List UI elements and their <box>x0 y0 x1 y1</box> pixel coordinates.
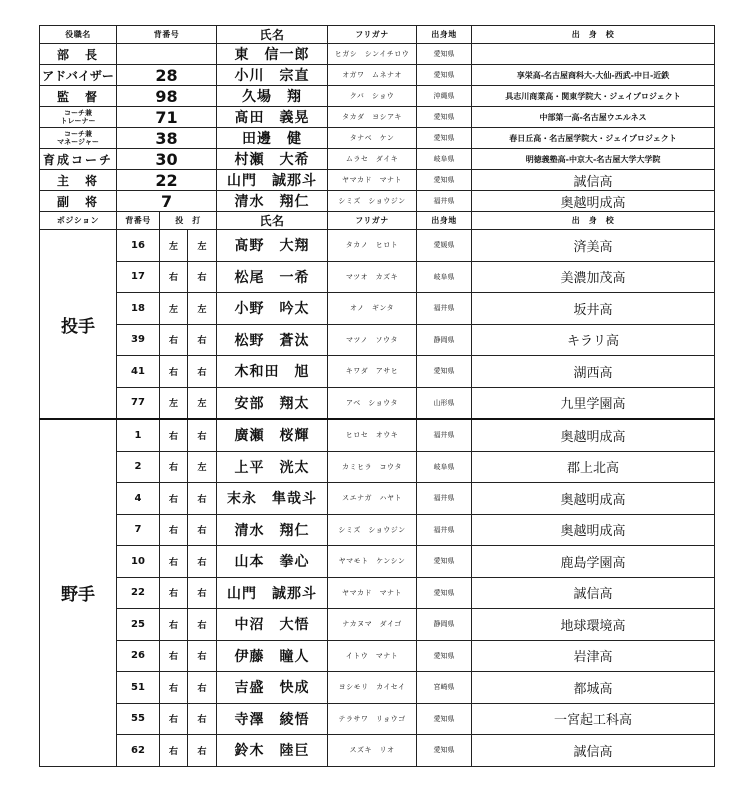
player-number: 39 <box>117 324 160 356</box>
player-throws: 右 <box>160 419 188 451</box>
player-kana: タカノ ヒロト <box>328 230 417 262</box>
roster-sheet <box>39 25 714 767</box>
header-player-name: 氏名 <box>217 212 328 230</box>
player-school: 坂井高 <box>472 293 715 325</box>
staff-kana: クバ ショウ <box>328 86 417 107</box>
player-school: 一宮起工科高 <box>472 703 715 735</box>
player-row <box>40 577 715 609</box>
staff-home: 福井県 <box>417 191 472 212</box>
player-school: 奥越明成高 <box>472 514 715 546</box>
player-kana: シミズ ショウジン <box>328 514 417 546</box>
player-school: 奥越明成高 <box>472 419 715 451</box>
staff-row <box>40 191 715 212</box>
player-kana: スエナガ ハヤト <box>328 483 417 515</box>
player-home: 福井県 <box>417 514 472 546</box>
player-bats: 右 <box>188 356 217 388</box>
staff-school: 奥越明成高 <box>472 191 715 212</box>
player-bats: 右 <box>188 261 217 293</box>
staff-row <box>40 86 715 107</box>
player-row <box>40 483 715 515</box>
player-row <box>40 735 715 767</box>
player-school: 郡上北高 <box>472 451 715 483</box>
player-row <box>40 609 715 641</box>
player-bats: 右 <box>188 672 217 704</box>
player-bats: 右 <box>188 514 217 546</box>
staff-number: 7 <box>117 191 217 212</box>
player-bats: 左 <box>188 230 217 262</box>
player-number: 1 <box>117 419 160 451</box>
staff-row <box>40 107 715 128</box>
staff-name: 髙田 義晃 <box>217 107 328 128</box>
staff-school: 享栄高-名古屋商科大-大仙-西武-中日-近鉄 <box>472 65 715 86</box>
staff-role: コーチ兼 トレーナー <box>40 107 117 128</box>
header-player-home: 出身地 <box>417 212 472 230</box>
player-home: 愛知県 <box>417 546 472 578</box>
player-kana: アベ ショウタ <box>328 387 417 419</box>
player-school: 地球環境高 <box>472 609 715 641</box>
player-row <box>40 387 715 419</box>
player-name: 寺澤 綾悟 <box>217 703 328 735</box>
staff-number: 98 <box>117 86 217 107</box>
staff-number: 71 <box>117 107 217 128</box>
staff-role: 副 将 <box>40 191 117 212</box>
player-kana: マツオ カズキ <box>328 261 417 293</box>
staff-kana: ヒガシ シンイチロウ <box>328 44 417 65</box>
staff-name: 山門 誠那斗 <box>217 170 328 191</box>
position-label: 野手 <box>40 419 117 766</box>
player-number: 10 <box>117 546 160 578</box>
player-name: 廣瀬 桜輝 <box>217 419 328 451</box>
position-label: 投手 <box>40 230 117 420</box>
player-name: 安部 翔太 <box>217 387 328 419</box>
player-name: 髙野 大翔 <box>217 230 328 262</box>
player-home: 山形県 <box>417 387 472 419</box>
player-row <box>40 261 715 293</box>
staff-number: 38 <box>117 128 217 149</box>
staff-school: 春日丘高・名古屋学院大・ジェイプロジェクト <box>472 128 715 149</box>
player-bats: 右 <box>188 703 217 735</box>
player-number: 25 <box>117 609 160 641</box>
staff-row <box>40 128 715 149</box>
player-throws: 左 <box>160 230 188 262</box>
staff-name: 村瀬 大希 <box>217 149 328 170</box>
staff-rows <box>40 44 715 212</box>
player-kana: ヨシモリ カイセイ <box>328 672 417 704</box>
player-name: 松尾 一希 <box>217 261 328 293</box>
player-name: 上平 洸太 <box>217 451 328 483</box>
player-home: 静岡県 <box>417 324 472 356</box>
player-name: 松野 蒼汰 <box>217 324 328 356</box>
staff-number: 22 <box>117 170 217 191</box>
player-throws: 右 <box>160 356 188 388</box>
player-number: 41 <box>117 356 160 388</box>
staff-number <box>117 44 217 65</box>
staff-role: 部 長 <box>40 44 117 65</box>
player-bats: 右 <box>188 324 217 356</box>
staff-school: 具志川商業高・関東学院大・ジェイプロジェクト <box>472 86 715 107</box>
staff-role: アドバイザー <box>40 65 117 86</box>
staff-home: 愛知県 <box>417 128 472 149</box>
player-bats: 右 <box>188 640 217 672</box>
player-throws: 右 <box>160 324 188 356</box>
header-number: 背番号 <box>117 26 217 44</box>
player-home: 岐阜県 <box>417 261 472 293</box>
header-throw-bat: 投 打 <box>160 212 217 230</box>
staff-number: 28 <box>117 65 217 86</box>
header-role: 役職名 <box>40 26 117 44</box>
staff-school: 明徳義塾高-中京大-名古屋大学大学院 <box>472 149 715 170</box>
player-throws: 左 <box>160 293 188 325</box>
staff-school <box>472 44 715 65</box>
player-home: 愛知県 <box>417 356 472 388</box>
player-school: 都城高 <box>472 672 715 704</box>
player-kana: テラサワ リョウゴ <box>328 703 417 735</box>
staff-name: 小川 宗直 <box>217 65 328 86</box>
player-home: 岐阜県 <box>417 451 472 483</box>
player-header-row <box>40 212 715 230</box>
player-home: 静岡県 <box>417 609 472 641</box>
player-name: 鈴木 陸巨 <box>217 735 328 767</box>
player-bats: 右 <box>188 483 217 515</box>
player-home: 福井県 <box>417 419 472 451</box>
player-throws: 右 <box>160 483 188 515</box>
player-school: 美濃加茂高 <box>472 261 715 293</box>
player-school: 済美高 <box>472 230 715 262</box>
header-position: ポジション <box>40 212 117 230</box>
header-home: 出身地 <box>417 26 472 44</box>
player-kana: マツノ ソウタ <box>328 324 417 356</box>
staff-home: 沖縄県 <box>417 86 472 107</box>
player-bats: 左 <box>188 451 217 483</box>
staff-home: 愛知県 <box>417 65 472 86</box>
player-throws: 左 <box>160 387 188 419</box>
staff-role: 監 督 <box>40 86 117 107</box>
player-kana: ヒロセ オウキ <box>328 419 417 451</box>
player-throws: 右 <box>160 514 188 546</box>
player-throws: 右 <box>160 672 188 704</box>
player-row <box>40 672 715 704</box>
player-row <box>40 546 715 578</box>
player-name: 伊藤 瞳人 <box>217 640 328 672</box>
player-row <box>40 514 715 546</box>
player-bats: 左 <box>188 387 217 419</box>
player-bats: 左 <box>188 293 217 325</box>
player-throws: 右 <box>160 546 188 578</box>
player-kana: オノ ギンタ <box>328 293 417 325</box>
player-bats: 右 <box>188 419 217 451</box>
header-player-number: 背番号 <box>117 212 160 230</box>
staff-name: 東 信一郎 <box>217 44 328 65</box>
player-school: 誠信高 <box>472 735 715 767</box>
player-row <box>40 451 715 483</box>
player-name: 中沼 大悟 <box>217 609 328 641</box>
player-kana: ナカヌマ ダイゴ <box>328 609 417 641</box>
staff-school: 中部第一高-名古屋ウエルネス <box>472 107 715 128</box>
staff-row <box>40 170 715 191</box>
staff-home: 愛知県 <box>417 170 472 191</box>
player-home: 愛知県 <box>417 577 472 609</box>
staff-header-row <box>40 26 715 44</box>
staff-name: 田邊 健 <box>217 128 328 149</box>
player-number: 17 <box>117 261 160 293</box>
player-name: 吉盛 快成 <box>217 672 328 704</box>
player-home: 福井県 <box>417 293 472 325</box>
player-row <box>40 703 715 735</box>
staff-home: 岐阜県 <box>417 149 472 170</box>
player-name: 清水 翔仁 <box>217 514 328 546</box>
player-number: 55 <box>117 703 160 735</box>
player-name: 末永 隼哉斗 <box>217 483 328 515</box>
player-number: 2 <box>117 451 160 483</box>
staff-role: 育成コーチ <box>40 149 117 170</box>
player-name: 小野 吟太 <box>217 293 328 325</box>
player-school: 誠信高 <box>472 577 715 609</box>
player-row <box>40 293 715 325</box>
staff-kana: タナベ ケン <box>328 128 417 149</box>
player-rows <box>40 230 715 767</box>
player-number: 62 <box>117 735 160 767</box>
player-school: 九里学園高 <box>472 387 715 419</box>
header-kana: フリガナ <box>328 26 417 44</box>
player-kana: カミヒラ コウタ <box>328 451 417 483</box>
player-row <box>40 230 715 262</box>
player-school: 鹿島学園高 <box>472 546 715 578</box>
player-name: 山本 拳心 <box>217 546 328 578</box>
player-school: 岩津高 <box>472 640 715 672</box>
staff-name: 久場 翔 <box>217 86 328 107</box>
player-row <box>40 640 715 672</box>
staff-kana: ムラセ ダイキ <box>328 149 417 170</box>
player-number: 26 <box>117 640 160 672</box>
player-number: 16 <box>117 230 160 262</box>
player-school: キラリ高 <box>472 324 715 356</box>
staff-role: 主 将 <box>40 170 117 191</box>
player-number: 18 <box>117 293 160 325</box>
player-number: 77 <box>117 387 160 419</box>
roster-table <box>39 25 715 767</box>
player-row <box>40 419 715 451</box>
header-player-kana: フリガナ <box>328 212 417 230</box>
player-name: 木和田 旭 <box>217 356 328 388</box>
player-throws: 右 <box>160 577 188 609</box>
player-row <box>40 356 715 388</box>
player-bats: 右 <box>188 577 217 609</box>
staff-row <box>40 65 715 86</box>
player-school: 奥越明成高 <box>472 483 715 515</box>
header-name: 氏名 <box>217 26 328 44</box>
staff-row <box>40 44 715 65</box>
staff-kana: タカダ ヨシアキ <box>328 107 417 128</box>
player-home: 愛知県 <box>417 640 472 672</box>
player-kana: スズキ リオ <box>328 735 417 767</box>
player-home: 宮崎県 <box>417 672 472 704</box>
player-throws: 右 <box>160 703 188 735</box>
staff-home: 愛知県 <box>417 107 472 128</box>
header-school: 出 身 校 <box>472 26 715 44</box>
staff-kana: オガワ ムネナオ <box>328 65 417 86</box>
header-player-school: 出 身 校 <box>472 212 715 230</box>
player-school: 湖西高 <box>472 356 715 388</box>
player-number: 7 <box>117 514 160 546</box>
player-bats: 右 <box>188 735 217 767</box>
staff-role: コーチ兼 マネージャー <box>40 128 117 149</box>
staff-kana: ヤマカド マナト <box>328 170 417 191</box>
staff-school: 誠信高 <box>472 170 715 191</box>
player-name: 山門 誠那斗 <box>217 577 328 609</box>
player-home: 愛知県 <box>417 735 472 767</box>
player-kana: キワダ アサヒ <box>328 356 417 388</box>
player-kana: イトウ マナト <box>328 640 417 672</box>
player-home: 愛媛県 <box>417 230 472 262</box>
staff-row <box>40 149 715 170</box>
player-number: 22 <box>117 577 160 609</box>
staff-kana: シミズ ショウジン <box>328 191 417 212</box>
staff-number: 30 <box>117 149 217 170</box>
staff-name: 清水 翔仁 <box>217 191 328 212</box>
player-kana: ヤマカド マナト <box>328 577 417 609</box>
player-number: 51 <box>117 672 160 704</box>
player-bats: 右 <box>188 546 217 578</box>
player-throws: 右 <box>160 640 188 672</box>
player-throws: 右 <box>160 261 188 293</box>
player-kana: ヤマモト ケンシン <box>328 546 417 578</box>
player-bats: 右 <box>188 609 217 641</box>
player-throws: 右 <box>160 735 188 767</box>
player-number: 4 <box>117 483 160 515</box>
player-home: 福井県 <box>417 483 472 515</box>
player-throws: 右 <box>160 609 188 641</box>
staff-home: 愛知県 <box>417 44 472 65</box>
player-home: 愛知県 <box>417 703 472 735</box>
player-throws: 右 <box>160 451 188 483</box>
player-row <box>40 324 715 356</box>
